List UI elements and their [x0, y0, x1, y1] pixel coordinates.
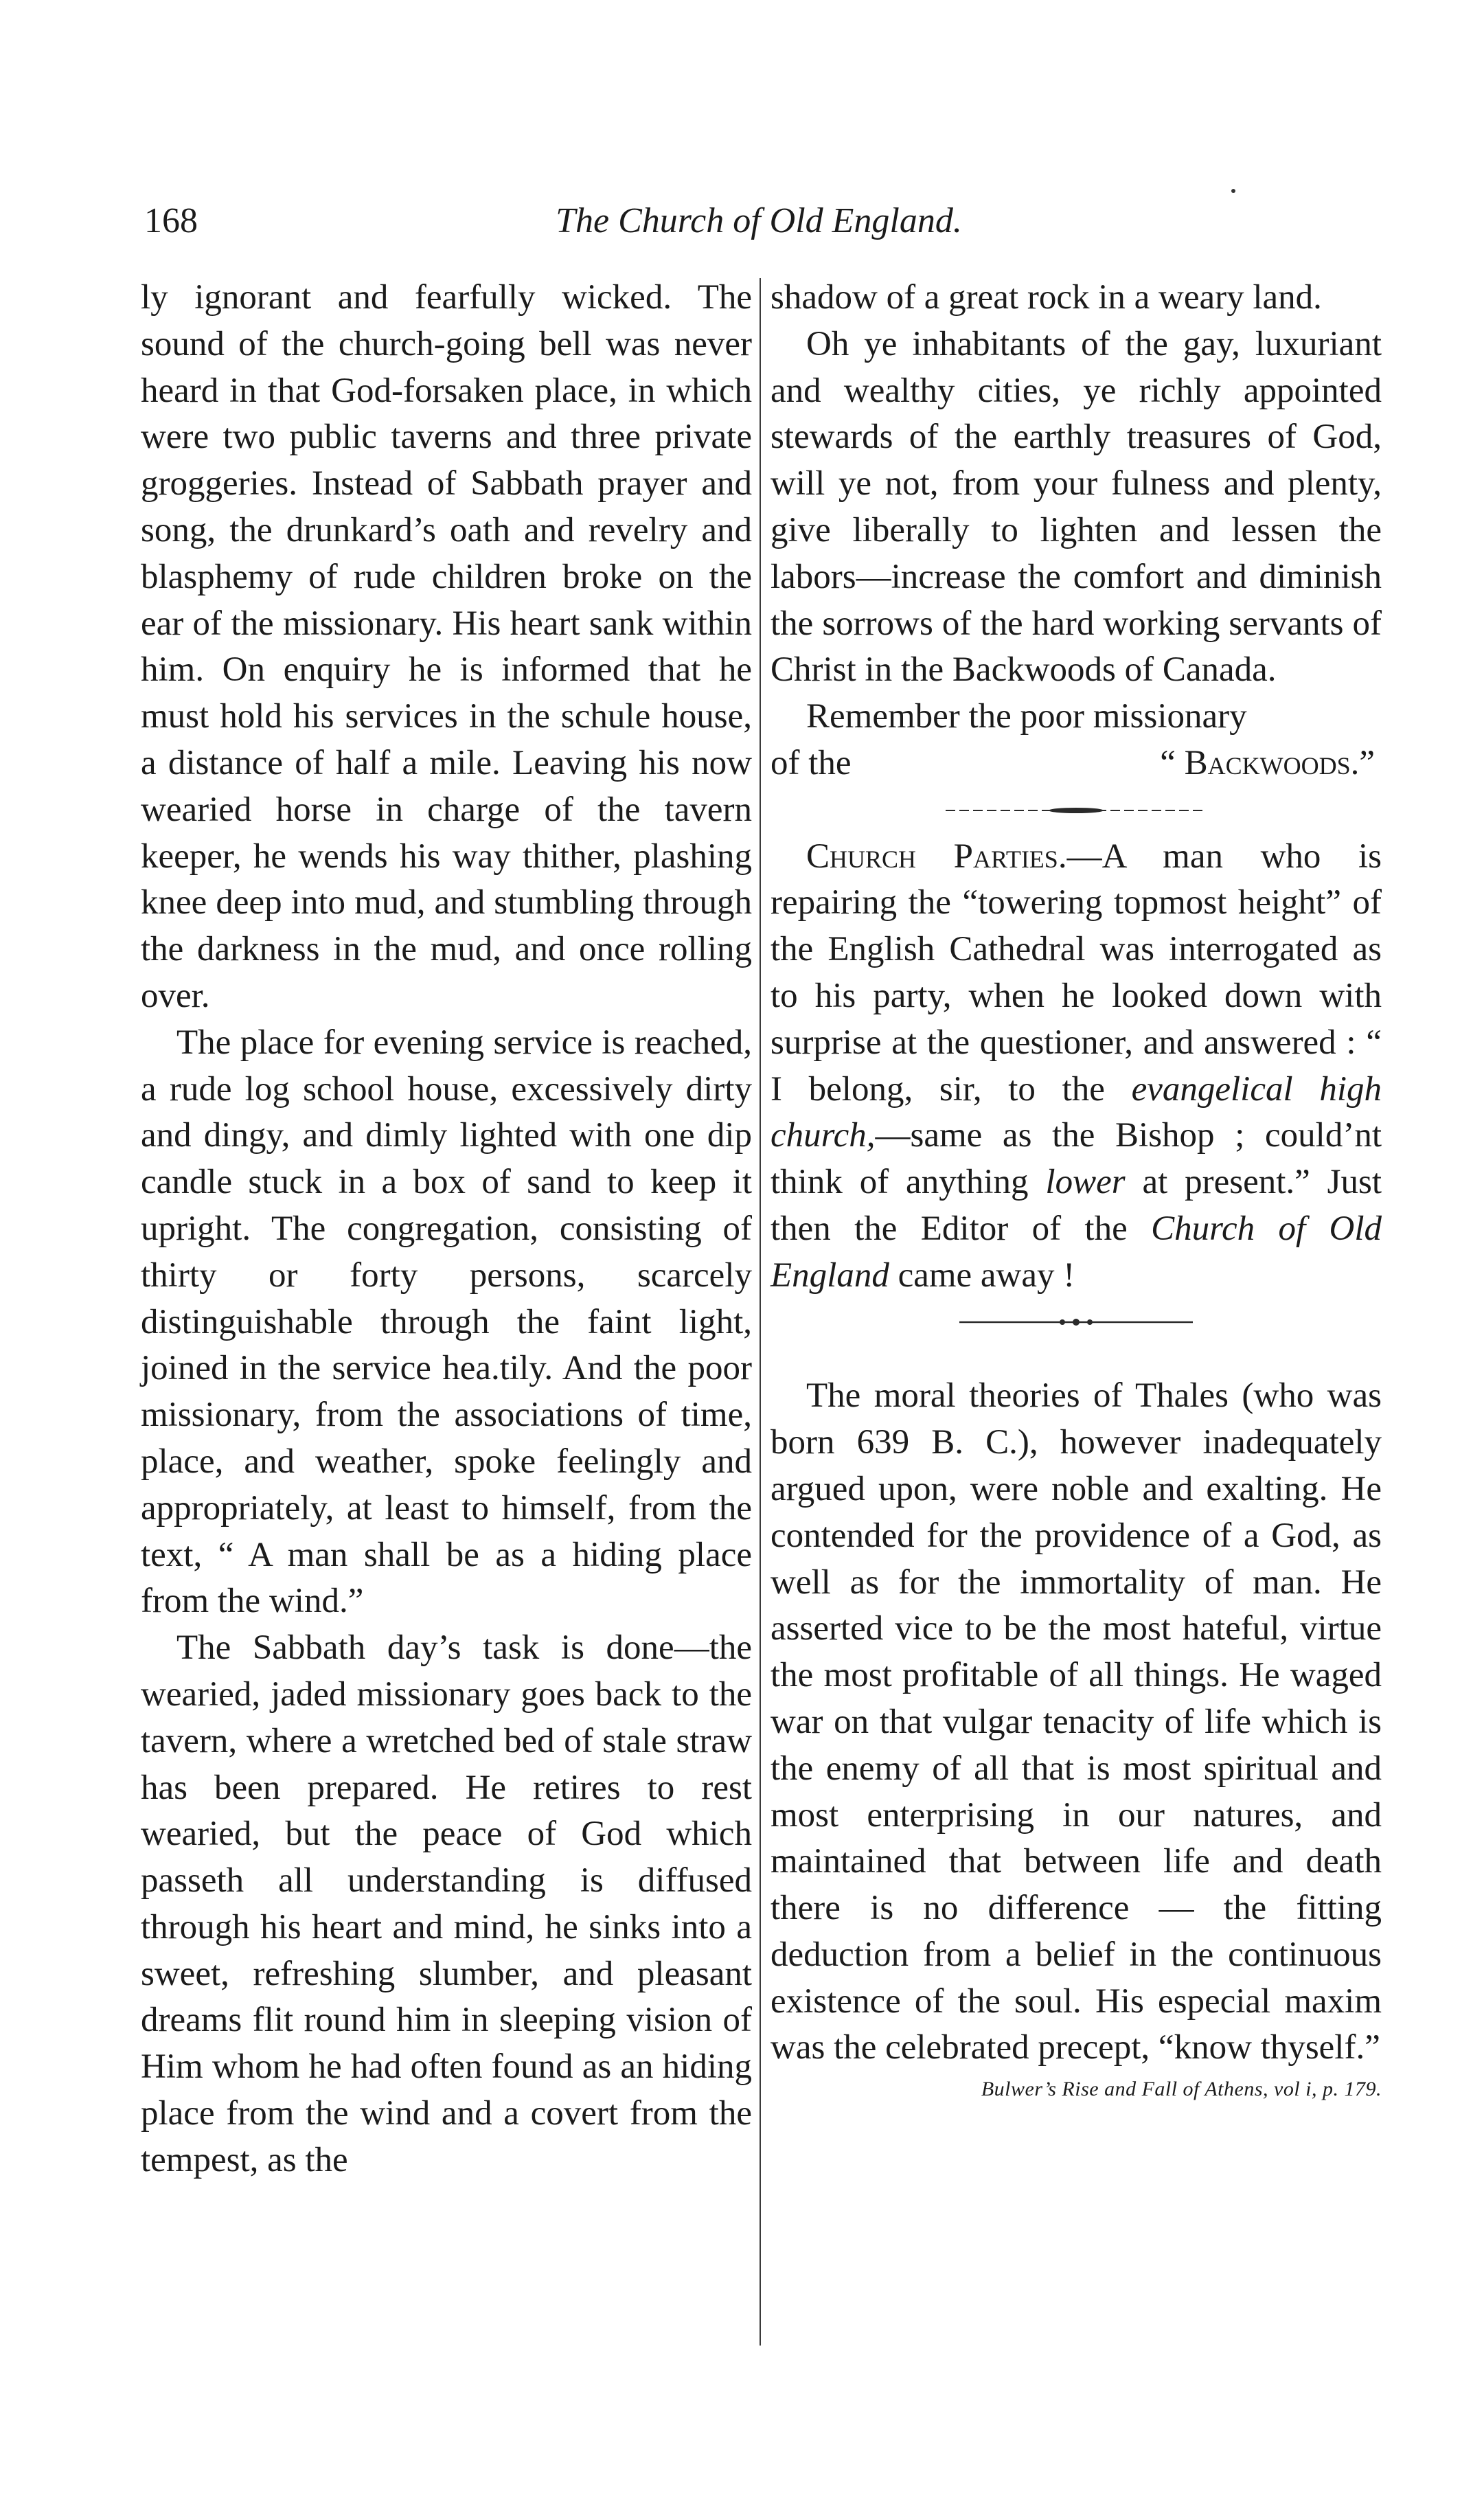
remember-line: Remember the poor missionary	[806, 697, 1247, 736]
remember-line-2: of the	[770, 743, 852, 782]
left-column	[141, 275, 752, 2184]
running-title: The Church of Old England.	[556, 201, 962, 240]
church-parties-paragraph: Church Parties.—A man who is repairing the “towering topmost height” of the English Cathedral was interrogated as to his party, when he looked down with surprise at the questioner, and answered : “ I belong, sir, to the evangelical high church,—same as the Bishop ; could’nt think of anything lower at present.” Just then the Editor of the Church of Old England came away !	[770, 837, 1382, 1295]
signature-line	[770, 740, 1382, 787]
left-paragraph-2: The place for evening service is reached, a rude log school house, excessively dirty and dingy, and dimly lighted with one dip candle stuck in a box of sand to keep it upright. The congregation, consisting of thirty or forty persons, scarcely distinguishable through the faint light, joined in the service hea.tily. And the poor missionary, from the associations of time, place, and weather, spoke feelingly and appropriately, at least to himself, from the text, “ A man shall be as a hiding place from the wind.”	[141, 1023, 752, 1621]
column-rule	[760, 278, 761, 2346]
section-divider-2	[770, 1299, 1382, 1346]
left-paragraph-3: The Sabbath day’s task is done—the wearied, jaded missionary goes back to the tavern, where a wretched bed of stale straw has been prepared. He retires to rest wearied, but the peace of God which passeth all understanding is diffused through his heart and mind, he sinks into a sweet, refreshing slumber, and pleasant dreams flit round him in sleeping vision of Him whom he had often found as an hiding place from the wind and a covert from the tempest, as the	[141, 1628, 752, 2179]
ink-speck	[1231, 189, 1235, 193]
thales-paragraph: The moral theories of Thales (who was born 639 B. C.), however inadequately argued upon, were noble and exalting. He contended for the providence of a God, as well as for the immortality of man. He asserted vice to be the most hateful, virtue the most profitable of all things. He waged war on that vulgar tenacity of life which is the enemy of all that is most spiritual and most enterprising in our natures, and maintained that between life and death there is no difference — the fitting deduction from a belief in the continuous existence of the soul. His especial maxim was the celebrated precept, “know thyself.”	[770, 1376, 1382, 2067]
footnote: Bulwer’s Rise and Fall of Athens, vol i, p. 179.	[981, 2078, 1382, 2101]
church-parties-heading: Church Parties.	[806, 837, 1067, 876]
right-paragraph-1: shadow of a great rock in a weary land.	[770, 278, 1322, 317]
signature: “ Backwoods.”	[1160, 743, 1375, 782]
left-paragraph-1: ly ignorant and fearfully wicked. The sound of the church-going bell was never heard in that God-forsaken place, in which were two public taverns and three private groggeries. Instead of Sabbath prayer and song, the drunkard’s oath and revelry and blasphemy of rude children broke on the ear of the missionary. His heart sank within him. On enquiry he is informed that he must hold his services in the schule house, a distance of half a mile. Leaving his now wearied horse in charge of the tavern keeper, he wends his way thither, plashing knee deep into mud, and stumbling through the darkness in the mud, and once rolling over.	[141, 278, 752, 1015]
page-number: 168	[144, 201, 198, 240]
section-divider	[770, 787, 1382, 834]
page-header	[144, 201, 1373, 256]
appeal-paragraph: Oh ye inhabitants of the gay, luxuriant and wealthy cities, ye richly appointed stewards of the earthly treasures of God, will ye not, from your fulness and plenty, give liberally to lighten and lessen the labors—increase the comfort and diminish the sorrows of the hard working servants of Christ in the Backwoods of Canada.	[770, 324, 1382, 690]
right-column	[770, 275, 1382, 2103]
